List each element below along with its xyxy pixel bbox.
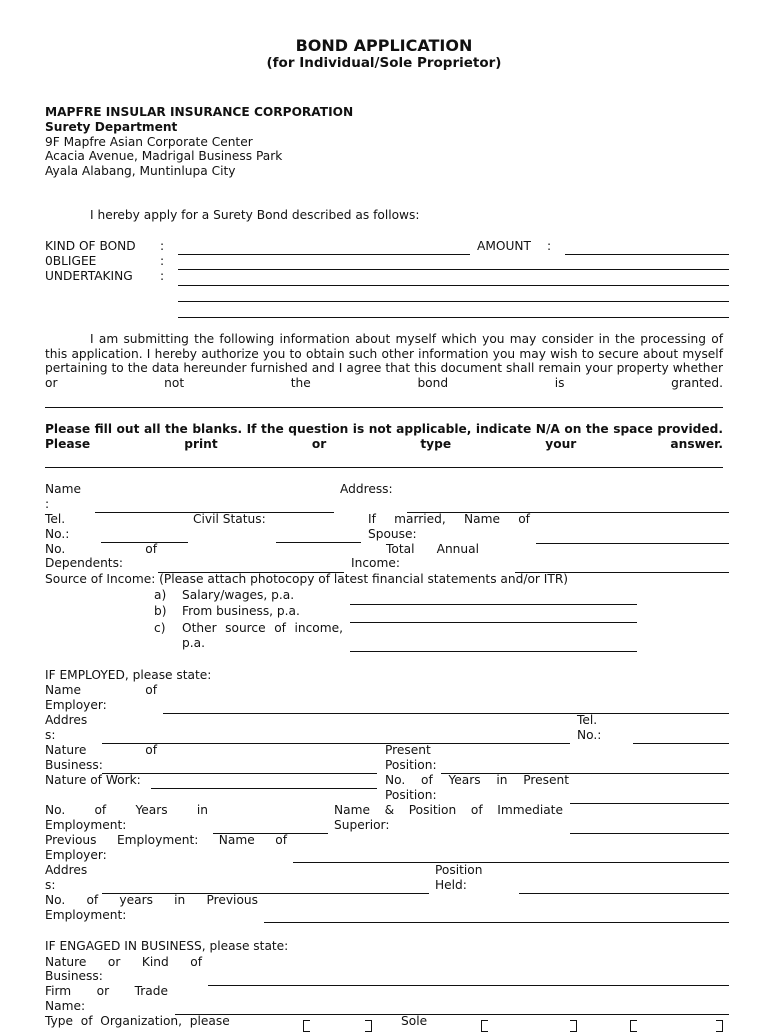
label-word: Name: [45, 683, 81, 697]
trade-name-field[interactable]: [175, 1014, 729, 1015]
undertaking-field-line2[interactable]: [178, 301, 729, 302]
previous-years-field[interactable]: [264, 922, 729, 923]
organization-type-label: Type of Organization, please: [45, 1014, 230, 1028]
other-income-label: [182, 621, 343, 636]
employer-address-label: Addres: [45, 713, 88, 727]
label-word: married,: [394, 512, 446, 526]
income-label-2: Income:: [351, 556, 400, 570]
page-title: BOND APPLICATION: [295, 36, 473, 55]
label-word: of: [94, 803, 107, 817]
label-word: Years: [448, 773, 481, 787]
amount-label: AMOUNT: [477, 239, 531, 253]
label-word: of: [145, 743, 157, 757]
employer-name-field[interactable]: [163, 713, 729, 714]
nature-of-work-field[interactable]: [151, 788, 377, 789]
dependents-label: [45, 542, 157, 557]
divider: [45, 467, 723, 468]
label-word: of: [190, 955, 202, 969]
kind-of-bond-field[interactable]: [178, 254, 470, 255]
label-word: No.: [45, 893, 66, 907]
position-held-label-2: Held:: [435, 878, 467, 892]
dependents-label-2: Dependents:: [45, 556, 124, 570]
position-held-field[interactable]: [519, 893, 729, 894]
corporation-checkbox-right[interactable]: [716, 1020, 723, 1032]
instructions-text: Please fill out all the blanks. If the question is not applicable, indicate N/A on the space provided. Please print or type your answer.: [45, 422, 723, 451]
business-income-field[interactable]: [350, 622, 637, 623]
tel-label-2: No.:: [45, 527, 70, 541]
trade-name-label: [45, 984, 168, 999]
label-word: of: [470, 803, 483, 817]
obligee-field[interactable]: [178, 269, 729, 270]
name-label: Name: [45, 482, 81, 496]
label-word: Years: [135, 803, 168, 817]
nature-of-work-label: Nature of Work:: [45, 773, 141, 787]
business-heading: IF ENGAGED IN BUSINESS, please state:: [45, 939, 289, 953]
business-nature-label: [45, 955, 202, 970]
nature-of-business-label: [45, 743, 157, 758]
label-word: Nature: [45, 955, 87, 969]
previous-employer-label: [45, 833, 287, 848]
label-word: of: [145, 683, 157, 697]
label-word: in: [174, 893, 186, 907]
corporation-checkbox-left[interactable]: [630, 1020, 637, 1032]
company-address-line3: Ayala Alabang, Muntinlupa City: [45, 164, 236, 178]
label-word: Employment:: [116, 833, 199, 847]
business-nature-field[interactable]: [208, 985, 729, 986]
label-word: Present: [523, 773, 569, 787]
spouse-field[interactable]: [536, 543, 729, 544]
colon: :: [547, 239, 552, 253]
label-word: Previous: [45, 833, 97, 847]
years-present-position-label-2: Position:: [385, 788, 437, 802]
divider: [45, 407, 723, 408]
label-word: Annual: [436, 542, 479, 556]
label-word: of: [145, 542, 157, 556]
label-word: Total: [386, 542, 415, 556]
spouse-label: [368, 512, 530, 527]
label-word: Kind: [141, 955, 169, 969]
sole-proprietor-checkbox-right[interactable]: [365, 1020, 372, 1032]
trade-name-label-2: Name:: [45, 999, 86, 1013]
colon: :: [160, 254, 165, 268]
label-word: in: [196, 803, 208, 817]
partnership-checkbox-right[interactable]: [570, 1020, 577, 1032]
previous-employer-label-2: Employer:: [45, 848, 107, 862]
employer-tel-label: Tel.: [577, 713, 598, 727]
partnership-checkbox-left[interactable]: [481, 1020, 488, 1032]
nature-of-business-field[interactable]: [102, 773, 377, 774]
employer-tel-label-2: No.:: [577, 728, 602, 742]
employer-tel-field[interactable]: [633, 743, 729, 744]
name-colon: :: [45, 497, 50, 511]
previous-years-label: [45, 893, 258, 908]
label-word: Name: [334, 803, 370, 817]
position-held-label: Position: [435, 863, 483, 877]
years-employment-label: [45, 803, 208, 818]
label-word: No.: [45, 803, 66, 817]
source-of-income-label: Source of Income: (Please attach photocopy of latest financial statements and/or ITR): [45, 572, 569, 586]
label-word: years: [119, 893, 153, 907]
immediate-superior-field[interactable]: [570, 833, 729, 834]
other-income-label-2: p.a.: [182, 636, 205, 650]
colon: :: [160, 269, 165, 283]
present-position-label: Present: [385, 743, 431, 757]
label-word: Firm: [45, 984, 72, 998]
label-word: Other: [182, 621, 217, 635]
list-marker: a): [154, 588, 167, 602]
label-word: income,: [294, 621, 343, 635]
company-address-line1: 9F Mapfre Asian Corporate Center: [45, 135, 253, 149]
intro-text: I hereby apply for a Surety Bond described as follows:: [90, 208, 420, 222]
sole-label: Sole: [401, 1014, 428, 1028]
obligee-label: 0BLIGEE: [45, 254, 97, 268]
label-word: No.: [45, 542, 66, 556]
label-word: Position: [408, 803, 457, 817]
label-word: of: [274, 621, 286, 635]
salary-label: Salary/wages, p.a.: [182, 588, 295, 602]
colon: :: [160, 239, 165, 253]
previous-years-label-2: Employment:: [45, 908, 127, 922]
salary-field[interactable]: [350, 604, 637, 605]
undertaking-field-line3[interactable]: [178, 317, 729, 318]
years-present-position-label: [385, 773, 569, 788]
employer-name-label: [45, 683, 157, 698]
previous-address-label-2: s:: [45, 878, 56, 892]
label-word: Previous: [206, 893, 258, 907]
employed-heading: IF EMPLOYED, please state:: [45, 668, 212, 682]
previous-employer-field[interactable]: [293, 862, 729, 863]
label-word: Immediate: [497, 803, 563, 817]
kind-of-bond-label: KIND OF BOND: [45, 239, 136, 253]
label-word: of: [86, 893, 99, 907]
immediate-superior-label-2: Superior:: [334, 818, 390, 832]
business-nature-label-2: Business:: [45, 969, 103, 983]
label-word: Nature: [45, 743, 87, 757]
label-word: or: [107, 955, 121, 969]
previous-address-label: Addres: [45, 863, 88, 877]
years-employment-label-2: Employment:: [45, 818, 127, 832]
label-word: source: [225, 621, 266, 635]
sole-proprietor-checkbox-left[interactable]: [303, 1020, 310, 1032]
company-name: MAPFRE INSULAR INSURANCE CORPORATION: [45, 105, 354, 119]
amount-field[interactable]: [565, 254, 729, 255]
list-marker: b): [154, 604, 167, 618]
company-address-line2: Acacia Avenue, Madrigal Business Park: [45, 149, 283, 163]
label-word: &: [384, 803, 395, 817]
address-label: Address:: [340, 482, 393, 496]
nature-of-business-label-2: Business:: [45, 758, 103, 772]
undertaking-field-line1[interactable]: [178, 285, 729, 286]
label-word: of: [275, 833, 287, 847]
label-word: in: [496, 773, 508, 787]
label-word: If: [368, 512, 376, 526]
page-subtitle: (for Individual/Sole Proprietor): [266, 55, 502, 71]
label-word: Trade: [134, 984, 168, 998]
label-word: of: [420, 773, 433, 787]
employer-name-label-2: Employer:: [45, 698, 107, 712]
other-income-field[interactable]: [350, 651, 637, 652]
present-position-label-2: Position:: [385, 758, 437, 772]
label-word: or: [96, 984, 110, 998]
tel-label: Tel.: [45, 512, 66, 526]
company-department: Surety Department: [45, 120, 178, 134]
undertaking-label: UNDERTAKING: [45, 269, 133, 283]
list-marker: c): [154, 621, 166, 635]
employer-address-field[interactable]: [102, 743, 570, 744]
income-label: [386, 542, 479, 557]
label-word: Name: [464, 512, 500, 526]
civil-status-label: Civil Status:: [193, 512, 266, 526]
business-income-label: From business, p.a.: [182, 604, 300, 618]
label-word: Name: [218, 833, 255, 847]
label-word: No.: [385, 773, 406, 787]
spouse-label-2: Spouse:: [368, 527, 417, 541]
civil-status-field[interactable]: [276, 542, 361, 543]
years-present-position-field[interactable]: [570, 803, 729, 804]
consent-paragraph: I am submitting the following information about myself which you may consider in the processing of this application. I hereby authorize you to obtain such other information you may wish to secure about myself pertaining to the data hereunder furnished and I agree that this document shall remain your property whether or not the bond is granted.: [45, 332, 723, 390]
immediate-superior-label: [334, 803, 563, 818]
employer-address-label-2: s:: [45, 728, 56, 742]
label-word: of: [518, 512, 530, 526]
